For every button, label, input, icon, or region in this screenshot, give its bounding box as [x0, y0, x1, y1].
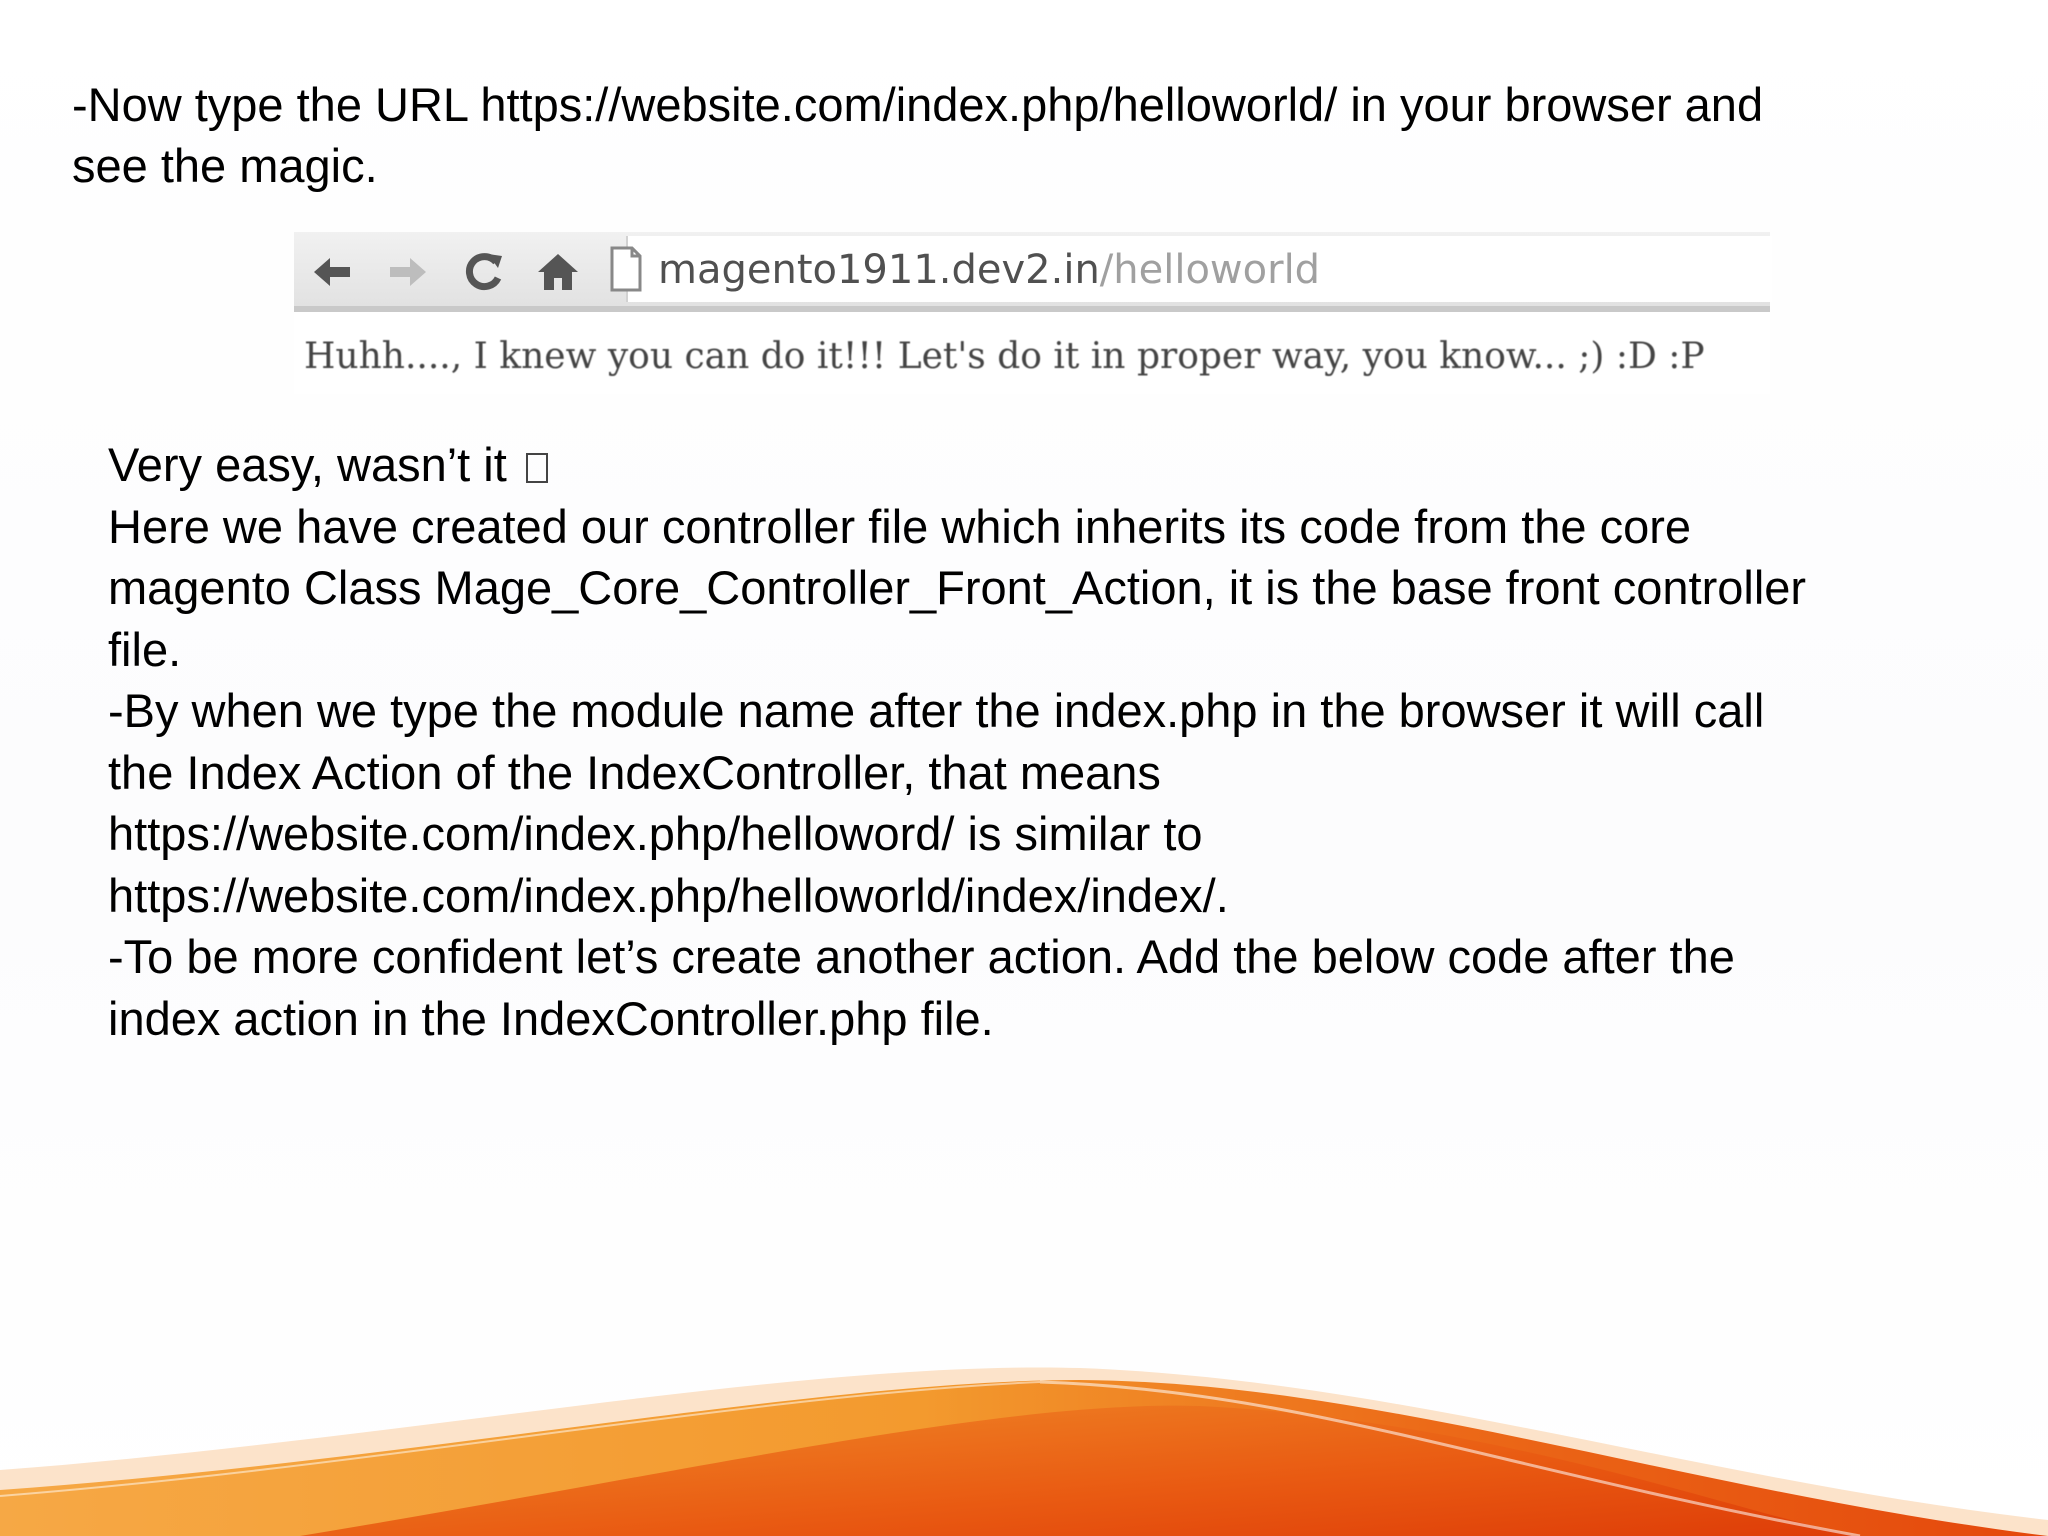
body-line-7: https://website.com/index.php/helloword/ is similar to	[108, 807, 1203, 860]
reload-icon	[460, 248, 508, 296]
body-line-1	[108, 434, 2008, 496]
url-host: magento1911.dev2.in	[658, 247, 1100, 293]
body-text	[108, 434, 2008, 1049]
body-line-2: Here we have created our controller file which inherits its code from the core	[108, 499, 1692, 553]
back-arrow-icon	[308, 248, 356, 296]
body-line-8: https://website.com/index.php/helloworld/index/index/.	[108, 868, 1229, 922]
url-path: /helloworld	[1099, 247, 1321, 293]
body-line-4: file.	[108, 622, 182, 676]
browser-toolbar	[294, 232, 1770, 312]
body-line-3: magento Class Mage_Core_Controller_Front_Action, it is the base front controller	[108, 561, 1807, 614]
body-line-5: -By when we type the module name after the index.php in the browser it will call	[108, 684, 1765, 737]
intro-line-2: see the magic.	[72, 139, 378, 192]
browser-screenshot	[294, 232, 1770, 394]
body-line-9: -To be more confident let’s create another action. Add the below code after the	[108, 930, 1735, 983]
body-line-10: index action in the IndexController.php file.	[108, 991, 994, 1045]
intro-text	[72, 74, 1972, 196]
browser-page-text: Huhh...., I knew you can do it!!! Let's do it in proper way, you know... ;) :D :P	[304, 336, 1705, 377]
page-icon	[606, 244, 646, 294]
missing-glyph-icon	[526, 453, 548, 483]
home-icon	[534, 248, 582, 296]
body-line-1-text: Very easy, wasn’t it	[108, 438, 507, 491]
body-line-6: the Index Action of the IndexController, that means	[108, 745, 1161, 799]
forward-arrow-icon	[384, 248, 432, 296]
intro-line-1: -Now type the URL https://website.com/index.php/helloworld/ in your browser and	[72, 78, 1764, 131]
orange-swoosh-decoration	[0, 1320, 2048, 1536]
address-bar-url	[658, 242, 1320, 298]
